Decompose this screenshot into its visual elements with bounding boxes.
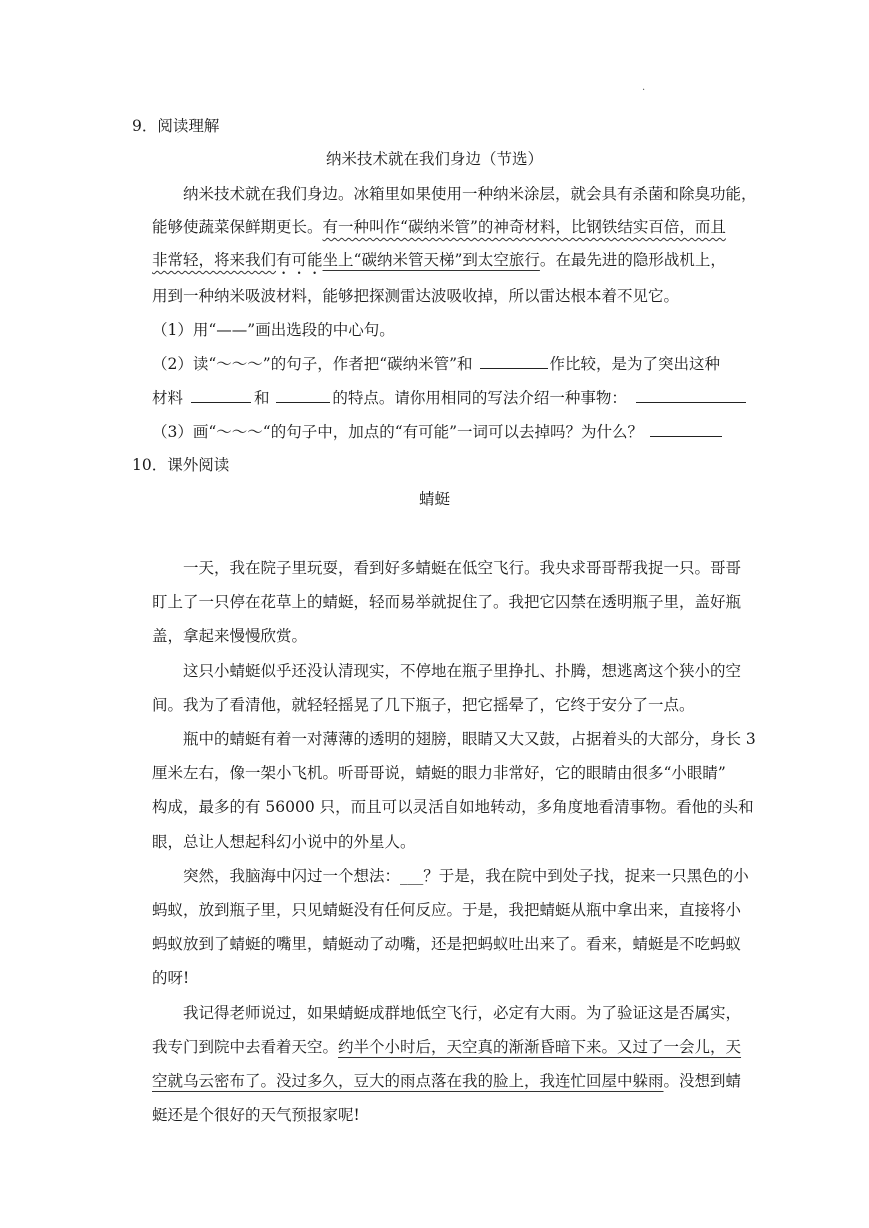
q10-text-line: 我记得老师说过，如果蜻蜓成群地低空飞行，必定有大雨。为了验证这是否属实， bbox=[183, 1004, 742, 1022]
answer-blank[interactable] bbox=[480, 352, 548, 369]
q9-title: 纳米技术就在我们身边（节选） bbox=[325, 150, 543, 168]
q9-sub-question-1: （1）用“——”画出选段的中心句。 bbox=[152, 321, 395, 339]
q10-text-line: 间。我为了看清他，就轻轻摇晃了几下瓶子，把它摇晕了，它终于安分了一点。 bbox=[152, 696, 695, 714]
q9-sub2-text: 作比较，是为了突出这种 bbox=[549, 355, 721, 373]
q10-text-line: 的呀! bbox=[152, 969, 190, 987]
q10-underlined-sentence: 约半个小时后，天空真的渐渐昏暗下来。又过了一会儿，天 bbox=[338, 1038, 742, 1056]
header-mark: . bbox=[642, 82, 646, 93]
q9-wavy-sentence: 有一种叫作“碳纳米管”的神奇材料，比钢铁结实百倍，而且 bbox=[322, 218, 726, 236]
q10-text-line bbox=[152, 1069, 741, 1091]
answer-blank[interactable] bbox=[636, 386, 746, 403]
q9-paragraph-line: 纳米技术就在我们身边。冰箱里如果使用一种纳米涂层，就会具有杀菌和除臭功能， bbox=[183, 185, 757, 203]
q9-sub2-text: 的特点。请你用相同的写法介绍一种事物： bbox=[332, 389, 627, 407]
q9-paragraph-line: 用到一种纳米吸波材料，能够把探测雷达波吸收掉，所以雷达根本着不见它。 bbox=[152, 287, 680, 305]
q10-text-line: 眼，总让人想起科幻小说中的外星人。 bbox=[152, 833, 416, 851]
q9-sub2-text: （2）读“～～～”的句子，作者把“碳纳米管”和 bbox=[152, 355, 473, 373]
q9-paragraph-line bbox=[152, 215, 726, 237]
q9-dotted-phrase: 有可能 bbox=[276, 251, 323, 269]
q10-text-line: 这只小蜻蜓似乎还没认清现实，不停地在瓶子里挣扎、扑腾，想逃离这个狭小的空 bbox=[183, 662, 742, 680]
q10-title: 蜻蜓 bbox=[418, 490, 450, 508]
q9-heading: 9．阅读理解 bbox=[132, 117, 220, 135]
q10-text-line: 一天，我在院子里玩耍，看到好多蜻蜓在低空飞行。我央求哥哥帮我捉一只。哥哥 bbox=[183, 559, 742, 577]
q10-text-line: 瓶中的蜻蜓有着一对薄薄的透明的翅膀，眼睛又大又鼓，占据着头的大部分，身长 3 bbox=[183, 730, 756, 748]
q9-text: 。在最先进的隐形战机上， bbox=[539, 251, 726, 269]
q9-underlined-phrase: 坐上“碳纳米管天梯”到太空旅行 bbox=[322, 251, 540, 269]
q9-text: 能够使蔬菜保鲜期更长。 bbox=[152, 218, 323, 236]
q10-heading: 10．课外阅读 bbox=[132, 456, 230, 474]
q10-text: 我专门到院中去看着天空。 bbox=[152, 1038, 339, 1056]
q9-wavy-sentence-cont: 非常轻，将来我们 bbox=[152, 251, 277, 269]
answer-blank[interactable] bbox=[650, 420, 722, 437]
q10-text-line: 厘米左右，像一架小飞机。听哥哥说，蜻蜓的眼力非常好，它的眼睛由很多“小眼睛” bbox=[152, 764, 726, 782]
q10-text-line: 蚂蚁，放到瓶子里，只见蜻蜓没有任何反应。于是，我把蜻蜓从瓶中拿出来，直接将小 bbox=[152, 901, 742, 919]
q10-text-line: 盖，拿起来慢慢欣赏。 bbox=[152, 627, 308, 645]
q10-text-line: 蚂蚁放到了蜻蜓的嘴里，蜻蜓动了动嘴，还是把蚂蚁吐出来了。看来，蜻蜓是不吃蚂蚁 bbox=[152, 935, 742, 953]
q9-sub-question-3 bbox=[152, 420, 722, 442]
q9-sub-question-2 bbox=[152, 352, 720, 374]
q10-underlined-sentence-cont: 空就乌云密布了。没过多久，豆大的雨点落在我的脸上，我连忙回屋中躲雨 bbox=[152, 1072, 664, 1090]
q9-paragraph-line bbox=[152, 248, 726, 278]
q10-text-line bbox=[152, 1035, 741, 1057]
q10-text-line: 构成，最多的有 56000 只，而且可以灵活自如地转动，多角度地看清事物。看他的头和 bbox=[152, 798, 754, 816]
q9-sub3-text: （3）画“～～～“的句子中，加点的“有可能”一词可以去掉吗？为什么？ bbox=[152, 423, 644, 441]
q9-sub2-text: 和 bbox=[253, 389, 270, 407]
answer-blank[interactable] bbox=[276, 386, 330, 403]
answer-blank[interactable] bbox=[191, 386, 251, 403]
q10-text-line: 突然，我脑海中闪过一个想法：___？于是，我在院中到处子找，捉来一只黑色的小 bbox=[183, 867, 749, 885]
q9-sub-question-2-cont bbox=[152, 386, 746, 408]
q9-sub2-text: 材料 bbox=[152, 389, 184, 407]
q10-text-line: 蜓还是个很好的天气预报家呢! bbox=[152, 1106, 360, 1124]
q10-text: 。没想到蜻 bbox=[663, 1072, 742, 1090]
q10-text-line: 盯上了一只停在花草上的蜻蜓，轻而易举就捉住了。我把它囚禁在透明瓶子里，盖好瓶 bbox=[152, 593, 742, 611]
